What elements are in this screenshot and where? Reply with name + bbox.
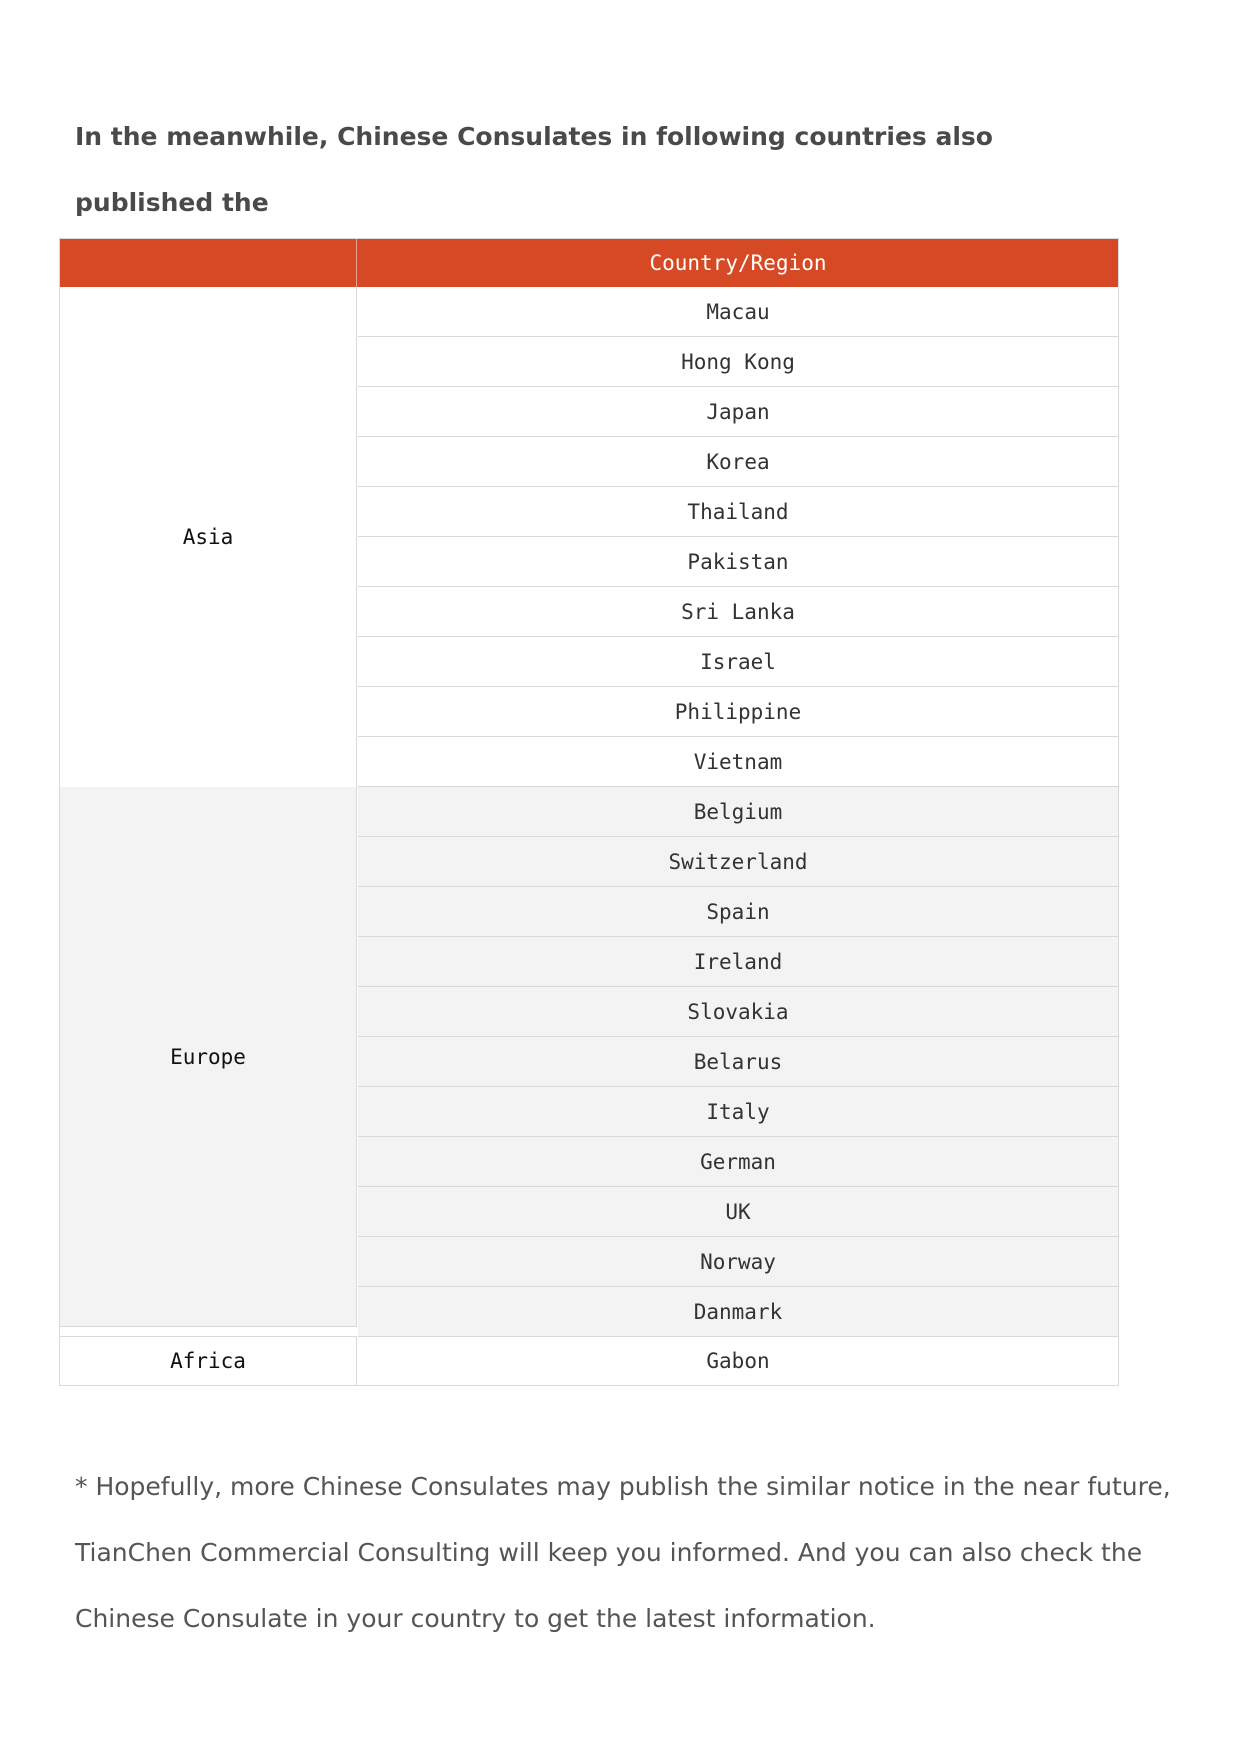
region-cell-asia: Asia [60, 287, 357, 787]
table-row: Japan [358, 387, 1118, 437]
table-row: Switzerland [358, 837, 1118, 887]
table-row: Spain [358, 887, 1118, 937]
footnote-line-3: Chinese Consulate in your country to get the latest information. [75, 1604, 876, 1633]
table-row: German [358, 1137, 1118, 1187]
table-header-row [60, 239, 1118, 287]
region-cell-europe: Europe [60, 787, 357, 1327]
table-row: Danmark [358, 1287, 1118, 1337]
table-row: Belgium [358, 787, 1118, 837]
table-row: Sri Lanka [358, 587, 1118, 637]
table-row: Pakistan [358, 537, 1118, 587]
country-table [59, 238, 1119, 1386]
table-row: Vietnam [358, 737, 1118, 787]
table-row: Hong Kong [358, 337, 1118, 387]
footnote-paragraph [75, 1454, 1195, 1652]
table-header-country-region: Country/Region [649, 251, 827, 275]
table-row: Korea [358, 437, 1118, 487]
footnote-line-1: * Hopefully, more Chinese Consulates may publish the similar notice in the near future, [75, 1472, 1171, 1501]
table-row: Israel [358, 637, 1118, 687]
table-header-empty-cell [60, 239, 357, 287]
table-row: Ireland [358, 937, 1118, 987]
region-cell-africa: Africa [60, 1336, 357, 1385]
table-row: Slovakia [358, 987, 1118, 1037]
table-row: UK [358, 1187, 1118, 1237]
table-row: Norway [358, 1237, 1118, 1287]
table-row: Gabon [706, 1349, 770, 1373]
table-row: Thailand [358, 487, 1118, 537]
table-row: Macau [358, 287, 1118, 337]
table-row: Belarus [358, 1037, 1118, 1087]
table-row: Italy [358, 1087, 1118, 1137]
table-row: Philippine [358, 687, 1118, 737]
footnote-line-2: TianChen Commercial Consulting will keep you informed. And you can also check the [75, 1538, 1143, 1567]
intro-line-1: In the meanwhile, Chinese Consulates in following countries also published the [75, 122, 993, 217]
